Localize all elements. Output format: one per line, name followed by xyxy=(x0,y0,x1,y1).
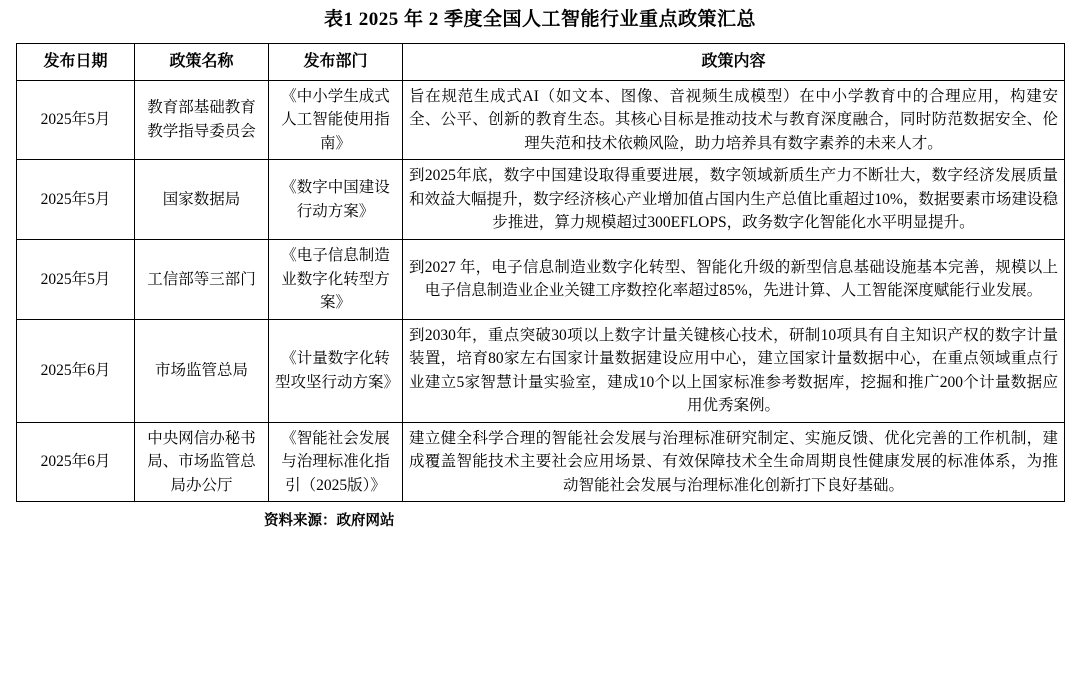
table-row xyxy=(17,160,1065,240)
cell-department: 《电子信息制造业数字化转型方案》 xyxy=(269,239,403,319)
column-header-dept: 发布部门 xyxy=(269,43,403,80)
cell-policy-content: 到2027 年，电子信息制造业数字化转型、智能化升级的新型信息基础设施基本完善，规模以上电子信息制造业企业关键工序数控化率超过85%，先进计算、人工智能深度赋能行业发展。 xyxy=(403,239,1065,319)
cell-date: 2025年5月 xyxy=(17,80,135,160)
cell-department: 《计量数字化转型攻坚行动方案》 xyxy=(269,319,403,422)
policy-summary-table xyxy=(16,43,1065,503)
cell-policy-name: 市场监管总局 xyxy=(135,319,269,422)
cell-policy-name: 中央网信办秘书局、市场监管总局办公厅 xyxy=(135,422,269,502)
table-row xyxy=(17,239,1065,319)
table-row xyxy=(17,319,1065,422)
column-header-name: 政策名称 xyxy=(135,43,269,80)
cell-policy-name: 工信部等三部门 xyxy=(135,239,269,319)
table-body xyxy=(17,80,1065,502)
cell-date: 2025年5月 xyxy=(17,160,135,240)
cell-policy-content: 建立健全科学合理的智能社会发展与治理标准研究制定、实施反馈、优化完善的工作机制，建成覆盖智能技术主要社会应用场景、有效保障技术全生命周期良性健康发展的标准体系，为推动智能社会发展与治理标准化创新打下良好基础。 xyxy=(403,422,1065,502)
cell-department: 《中小学生成式人工智能使用指南》 xyxy=(269,80,403,160)
column-header-date: 发布日期 xyxy=(17,43,135,80)
cell-date: 2025年6月 xyxy=(17,319,135,422)
table-row xyxy=(17,80,1065,160)
cell-department: 《数字中国建设行动方案》 xyxy=(269,160,403,240)
column-header-content: 政策内容 xyxy=(403,43,1065,80)
cell-policy-name: 教育部基础教育教学指导委员会 xyxy=(135,80,269,160)
page-title: 表1 2025 年 2 季度全国人工智能行业重点政策汇总 xyxy=(323,9,756,30)
cell-date: 2025年5月 xyxy=(17,239,135,319)
cell-policy-content: 到2030年，重点突破30项以上数字计量关键核心技术，研制10项具有自主知识产权的数字计量装置，培育80家左右国家计量数据建设应用中心，建立国家计量数据中心，在重点领域重点行业建立5家智慧计量实验室，建成10个以上国家标准参考数据库，挖掘和推广200个计量数据应用优秀案例。 xyxy=(403,319,1065,422)
source-note: 资料来源：政府网站 xyxy=(264,513,395,530)
table-row xyxy=(17,422,1065,502)
cell-date: 2025年6月 xyxy=(17,422,135,502)
cell-policy-content: 旨在规范生成式AI（如文本、图像、音视频生成模型）在中小学教育中的合理应用，构建安全、公平、创新的教育生态。其核心目标是推动技术与教育深度融合，同时防范数据安全、伦理失范和技术依赖风险，助力培养具有数字素养的未来人才。 xyxy=(403,80,1065,160)
cell-department: 《智能社会发展与治理标准化指引（2025版）》 xyxy=(269,422,403,502)
table-header-row xyxy=(17,43,1065,80)
cell-policy-name: 国家数据局 xyxy=(135,160,269,240)
cell-policy-content: 到2025年底，数字中国建设取得重要进展，数字领域新质生产力不断壮大，数字经济发展质量和效益大幅提升，数字经济核心产业增加值占国内生产总值比重超过10%，数据要素市场建设稳步推进，算力规模超过300EFLOPS，政务数字化智能化水平明显提升。 xyxy=(403,160,1065,240)
table-header xyxy=(17,43,1065,80)
